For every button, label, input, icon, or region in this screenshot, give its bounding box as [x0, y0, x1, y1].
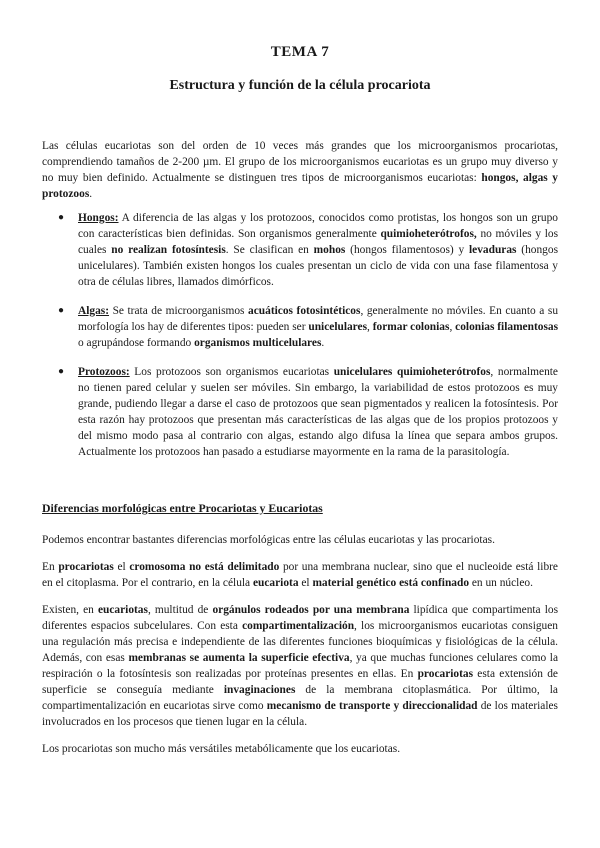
section-paragraph-3: Existen, en eucariotas, multitud de orgánulos rodeados por una membrana lipídica que compartimenta los diferentes espacios subcelulares. Con esta compartimentalización, los microorganismos eucariotas consiguen una regulación más precisa e independiente de las diferentes funciones bioquímicas y fisiológicas de la célula. Además, con esas membranas se aumenta la superficie efectiva, ya que muchas funciones celulares como la respiración o la fotosíntesis son realizadas por proteínas presentes en ellas. En procariotas esta extensión de superficie se conseguía mediante invaginaciones de la membrana citoplasmática. Por último, la compartimentalización en eucariotas sirve como mecanismo de transporte y direccionalidad de los materiales involucrados en los procesos que tienen lugar en la célula.: [42, 604, 559, 728]
page-subtitle: Estructura y función de la célula procariota: [169, 78, 431, 93]
list-item-protozoos: ● Protozoos: Los protozoos son organismos eucariotas unicelulares quimioheterótrofos, normalmente no tienen pared celular y suelen ser móviles. Sin embargo, la variabilidad de estos protozoos es muy grande, pudiendo llegar a darse el caso de protozoos que sean pigmentados y realicen la fotosíntesis. Por esta razón hay protozoos que presentan más características de las algas que de los propios protozoos y del mismo modo pasa al contrario con algas, estando algo difusa la línea que separa ambos grupos. Actualmente los protozoos han pasado a estudiarse mayormente en la rama de la parasitología.: [58, 366, 558, 458]
intro-paragraph: Las células eucariotas son del orden de 10 veces más grandes que los microorganismos procariotas, comprendiendo tamaños de 2-200 µm. El grupo de los microorganismos eucariotas es un grupo muy diverso y no muy bien definido. Actualmente se distinguen tres tipos de microorganismos eucariotas: hongos, algas y protozoos.: [42, 140, 558, 200]
bullet-icon: ●: [58, 366, 65, 377]
eukaryote-types-list: [42, 210, 558, 473]
list-item-hongos: ● Hongos: A diferencia de las algas y los protozoos, conocidos como protistas, los hongos son un grupo con características bien definidas. Son organismos generalmente quimioheterótrofos, no móviles y los cuales no realizan fotosíntesis. Se clasifican en mohos (hongos filamentosos) y levaduras (hongos unicelulares). También existen hongos los cuales presentan un ciclo de vida con una fase filamentosa y otra de células libres, llamados dimórficos.: [58, 212, 559, 288]
bullet-icon: ●: [58, 305, 65, 316]
page-title: TEMA 7: [270, 44, 330, 60]
section-body: [42, 532, 558, 757]
section-heading: Diferencias morfológicas entre Procariotas y Eucariotas: [42, 501, 323, 515]
section-paragraph-4: Los procariotas son mucho más versátiles metabólicamente que los eucariotas.: [42, 743, 401, 755]
list-item-algas: ● Algas: Se trata de microorganismos acuáticos fotosintéticos, generalmente no móviles. En cuanto a su morfología los hay de diferentes tipos: pueden ser unicelulares, formar colonias, colonias filamentosas o agrupándose formando organismos multicelulares.: [58, 305, 559, 349]
bullet-icon: ●: [58, 212, 65, 223]
section-paragraph-1: Podemos encontrar bastantes diferencias morfológicas entre las células eucariotas y las procariotas.: [42, 534, 495, 546]
section-paragraph-2: En procariotas el cromosoma no está delimitado por una membrana nuclear, sino que el nucleoide está libre en el citoplasma. Por el contrario, en la célula eucariota el material genético está confinado en un núcleo.: [42, 561, 558, 589]
